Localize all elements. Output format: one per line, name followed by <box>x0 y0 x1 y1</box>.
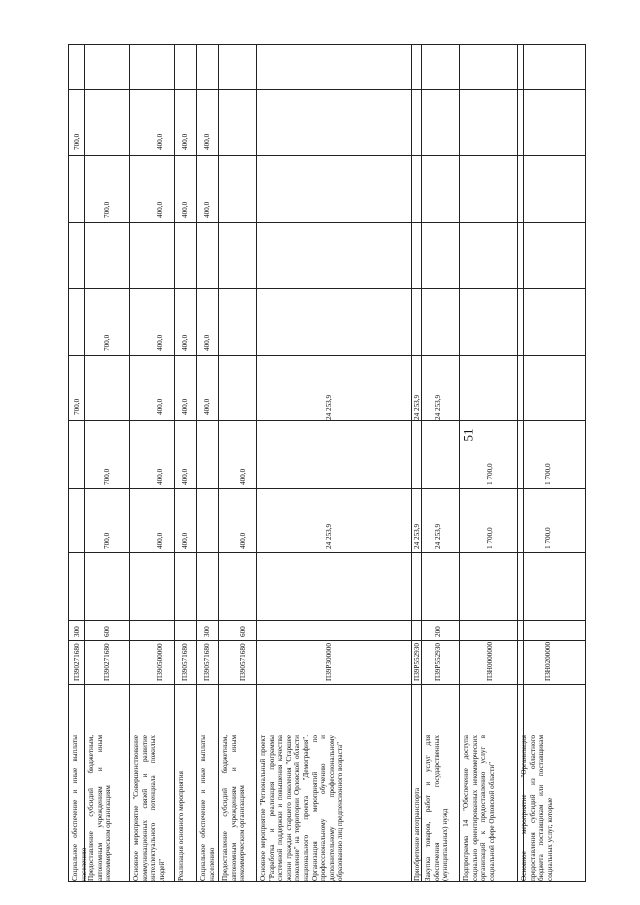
cell-value: 400,0 <box>156 334 164 351</box>
cell-value: 400,0 <box>239 468 247 485</box>
table-row <box>69 45 88 881</box>
table-row <box>85 45 130 881</box>
row-code: П390571680 <box>203 643 211 681</box>
row-code: П3Н0200000 <box>544 641 552 681</box>
cell-value: 1 700,0 <box>544 463 552 485</box>
row-description: Основное мероприятие "Совершенствование коммуникационных связей и развитие интеллектуального потенциала пожилых людей" <box>132 735 166 881</box>
cell-value: 400,0 <box>203 133 211 150</box>
table-row <box>130 45 175 881</box>
row-code: П39Р300000 <box>325 643 333 681</box>
row-vr: 300 <box>203 626 211 637</box>
row-code: П39Р552930 <box>434 643 442 681</box>
row-vr: 300 <box>73 626 81 637</box>
cell-value: 400,0 <box>156 532 164 549</box>
cell-value: 400,0 <box>239 532 247 549</box>
budget-table <box>68 44 518 882</box>
cell-value: 1 700,0 <box>486 527 494 549</box>
cell-value: 400,0 <box>156 201 164 218</box>
cell-value: 1 700,0 <box>544 527 552 549</box>
cell-value: 400,0 <box>156 398 164 415</box>
row-code: П390271680 <box>73 643 81 681</box>
cell-value: 24 253,9 <box>413 523 421 549</box>
row-code: П39Р552930 <box>413 643 421 681</box>
cell-value: 400,0 <box>181 532 189 549</box>
row-description: Предоставление субсидий бюджетным, автономным учреждениям и иным некоммерческим организациям <box>87 735 113 881</box>
cell-value: 24 253,9 <box>434 523 442 549</box>
row-description: Социальное обеспечение и иные выплаты населению <box>71 735 88 881</box>
table-row <box>412 45 422 881</box>
row-description: Реализация основного мероприятия <box>177 771 185 881</box>
row-code: П390500000 <box>156 643 164 681</box>
cell-value: 400,0 <box>156 468 164 485</box>
row-vr: 200 <box>434 626 442 637</box>
cell-value: 700,0 <box>73 398 81 415</box>
cell-value: 24 253,9 <box>325 523 333 549</box>
table-row <box>257 45 412 881</box>
cell-value: 700,0 <box>103 532 111 549</box>
row-code: П390571680 <box>239 643 247 681</box>
cell-value: 400,0 <box>181 398 189 415</box>
table-row <box>422 45 460 881</box>
cell-value: 400,0 <box>203 334 211 351</box>
cell-value: 700,0 <box>103 201 111 218</box>
row-description: Предоставление субсидий бюджетным, автономным учреждениям и иным некоммерческим организациям <box>221 735 247 881</box>
cell-value: 700,0 <box>73 133 81 150</box>
row-description: Основное мероприятие "Региональный проект "Разработка и реализация программы системной поддержки и повышения качества жизни граждан старшего поколения "Старшее поколение" на территории Орловской области национального проекта "Демография". Организация мероприятий по профессиональному обучению и дополнительному профессиональному образованию лиц предпенсионного возраста" <box>259 735 345 881</box>
table-row <box>175 45 197 881</box>
cell-value: 400,0 <box>156 133 164 150</box>
table-row-last <box>518 44 586 882</box>
row-description: Основное мероприятие "Организация предоставления субсидий из областного бюджета поставщикам или поставщикам социальных услуг, которые <box>520 735 554 881</box>
cell-value: 700,0 <box>103 468 111 485</box>
cell-value: 24 253,9 <box>413 394 421 420</box>
row-vr: 600 <box>103 626 111 637</box>
cell-value: 400,0 <box>181 201 189 218</box>
cell-value: 24 253,9 <box>434 394 442 420</box>
row-code: П390271680 <box>103 643 111 681</box>
page-number: 51 <box>460 428 476 442</box>
row-description: Социальное обеспечение и иные выплаты населению <box>199 735 216 881</box>
cell-value: 400,0 <box>181 133 189 150</box>
table-row <box>219 45 257 881</box>
cell-value: 1 700,0 <box>486 463 494 485</box>
row-vr: 600 <box>239 626 247 637</box>
cell-value: 24 253,9 <box>325 394 333 420</box>
row-description: Приобретение автотранспорта <box>413 787 421 881</box>
row-code: П3Н0000000 <box>486 641 494 681</box>
cell-value: 400,0 <box>181 334 189 351</box>
table-row <box>197 45 219 881</box>
row-description: Закупка товаров, работ и услуг для обеспечения государственных (муниципальных) нужд <box>424 735 450 881</box>
row-description: Подпрограмма 14 "Обеспечение доступа социально ориентированных некоммерческих организаций к предоставлению услуг в социальной сфере Орловской области" <box>462 735 496 881</box>
cell-value: 400,0 <box>203 201 211 218</box>
cell-value: 700,0 <box>103 334 111 351</box>
cell-value: 400,0 <box>181 468 189 485</box>
cell-value: 400,0 <box>203 398 211 415</box>
row-code: П390571680 <box>181 643 189 681</box>
table-row <box>460 45 524 881</box>
